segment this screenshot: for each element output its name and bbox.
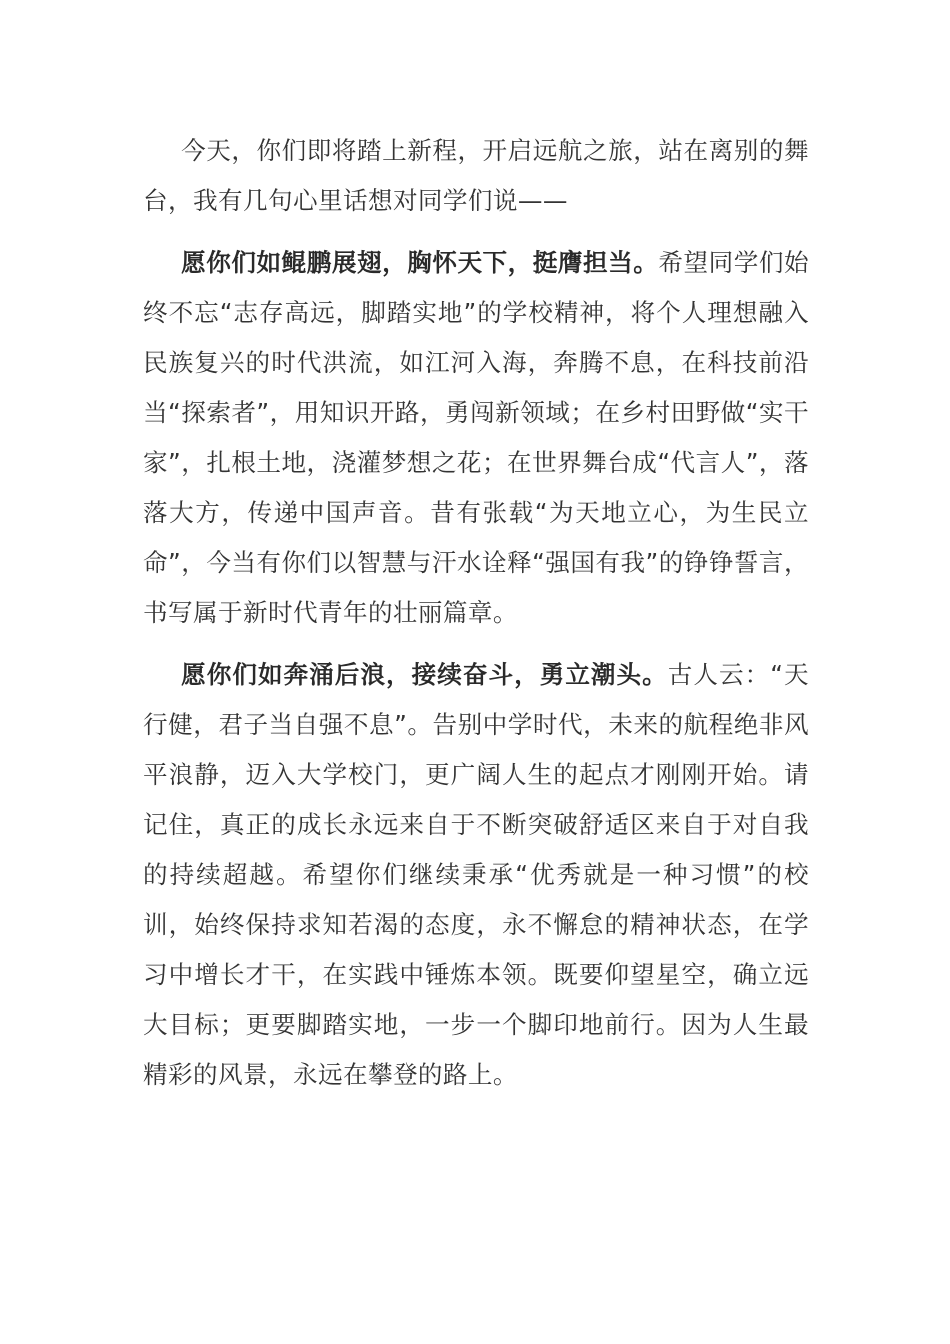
document-page — [143, 126, 809, 1112]
paragraph-lead: 愿你们如鲲鹏展翅，胸怀天下，挺膺担当。 — [181, 248, 659, 277]
paragraph-lead: 愿你们如奔涌后浪，接续奋斗，勇立潮头。 — [181, 660, 668, 689]
paragraph-intro — [143, 126, 809, 226]
paragraph-text: 古人云：“天行健，君子当自强不息”。告别中学时代，未来的航程绝非风平浪静，迈入大学校门，更广阔人生的起点才刚刚开始。请记住，真正的成长永远来自于不断突破舒适区来自于对自我的持续超越。希望你们继续秉承“优秀就是一种习惯”的校训，始终保持求知若渴的态度，永不懈怠的精神状态，在学习中增长才干，在实践中锤炼本领。既要仰望星空，确立远大目标；更要脚踏实地，一步一个脚印地前行。因为人生最精彩的风景，永远在攀登的路上。 — [143, 660, 809, 1089]
paragraph-text: 希望同学们始终不忘“志存高远，脚踏实地”的学校精神，将个人理想融入民族复兴的时代洪流，如江河入海，奔腾不息，在科技前沿当“探索者”，用知识开路，勇闯新领域；在乡村田野做“实干家”，扎根土地，浇灌梦想之花；在世界舞台成“代言人”，落落大方，传递中国声音。昔有张载“为天地立心，为生民立命”，今当有你们以智慧与汗水诠释“强国有我”的铮铮誓言，书写属于新时代青年的壮丽篇章。 — [143, 248, 809, 627]
paragraph-aspiration — [143, 238, 809, 638]
paragraph-perseverance — [143, 650, 809, 1100]
paragraph-text: 今天，你们即将踏上新程，开启远航之旅，站在离别的舞台，我有几句心里话想对同学们说—— — [143, 136, 809, 215]
